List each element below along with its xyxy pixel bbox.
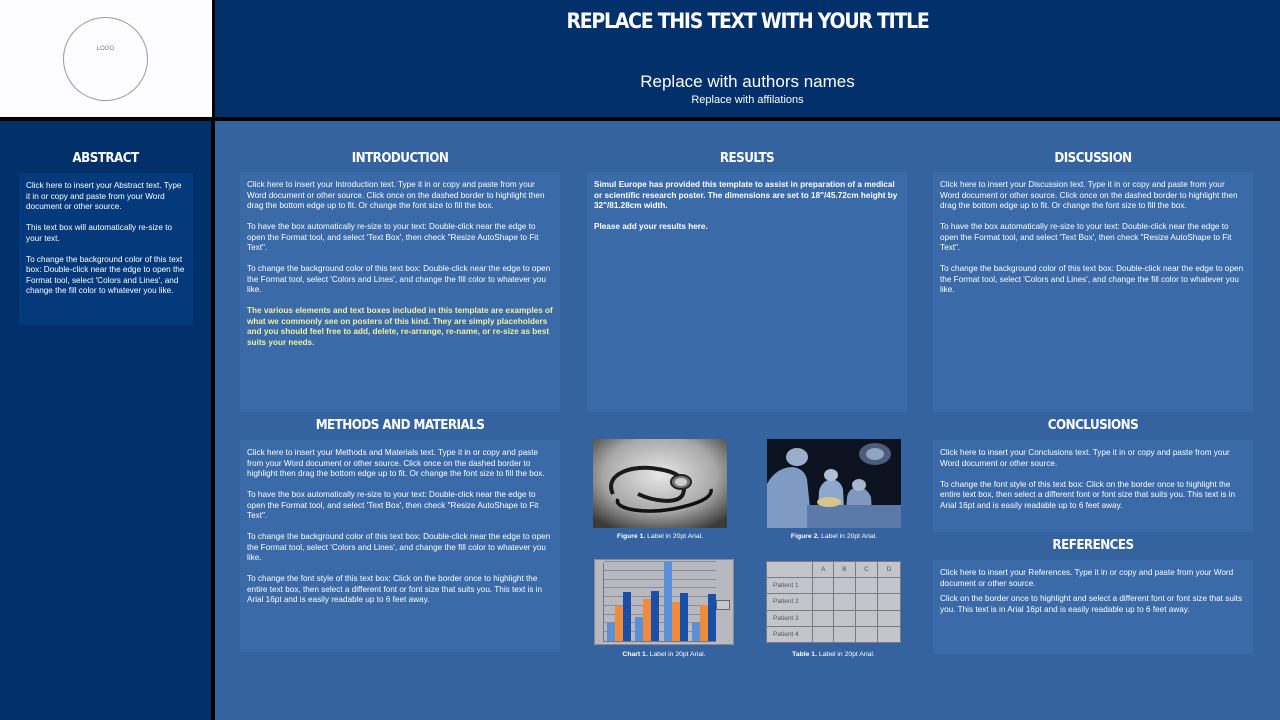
references-heading: REFERENCES (1052, 538, 1134, 553)
table-cell[interactable] (834, 610, 855, 626)
introduction-paragraph: To have the box automatically re-size to your text: Double-click near the edge to open the Format tool, and select 'Text Box', then check "Resize AutoShape to Fit Text". (247, 222, 539, 252)
chart-bar (692, 623, 700, 641)
table-cell[interactable] (813, 626, 834, 642)
table-row (767, 578, 901, 594)
table-cell[interactable] (878, 578, 901, 594)
abstract-paragraph: Click here to insert your Abstract text. Type it in or copy and paste from your Word document or other source. (26, 181, 182, 211)
logo-area[interactable] (0, 0, 212, 117)
table-row-label[interactable]: Patient 3 (767, 610, 813, 626)
results-paragraph: Simul Europe has provided this template to assist in preparation of a medical or scientific research poster. The dimensions are set to 18"/45.72cm height by 32"/81.28cm width. (594, 180, 898, 210)
table-cell[interactable] (813, 578, 834, 594)
chart-bar (623, 592, 631, 641)
discussion-heading: DISCUSSION (1054, 151, 1132, 166)
table-column-header[interactable]: D (878, 562, 901, 578)
chart-gridline (604, 570, 716, 571)
chart-bar (672, 602, 680, 642)
figure-1-caption[interactable] (593, 533, 727, 540)
introduction-paragraph: Click here to insert your Introduction text. Type it in or copy and paste from your Word document or other source. Click once on the dashed border to highlight then drag the bottom edge up to fit. Or change the font size to fill the box. (247, 180, 545, 210)
table-1-label: Table 1. (792, 651, 817, 658)
logo-placeholder-circle (63, 17, 148, 101)
table-cell[interactable] (878, 626, 901, 642)
table-cell[interactable] (813, 610, 834, 626)
results-heading: RESULTS (719, 151, 775, 166)
data-table[interactable] (766, 561, 901, 643)
table-cell[interactable] (855, 626, 878, 642)
chart-bar (635, 617, 643, 641)
table-cell[interactable] (834, 578, 855, 594)
chart-gridline (604, 596, 716, 597)
chart-legend (716, 600, 730, 610)
abstract-textbox[interactable] (19, 173, 193, 325)
discussion-textbox[interactable] (933, 172, 1253, 412)
table-row (767, 594, 901, 610)
table-row (767, 626, 901, 642)
bar-chart[interactable] (594, 559, 734, 645)
methods-heading: METHODS AND MATERIALS (315, 418, 485, 433)
chart-bar (607, 623, 615, 641)
methods-paragraph: To change the background color of this text box: Double-click near the edge to open the Format tool, select 'Colors and Lines', and change the fill color to whatever you like. (247, 532, 551, 562)
chart-gridline (604, 587, 716, 588)
figure-2-caption[interactable] (767, 533, 901, 540)
conclusions-paragraph: Click here to insert your Conclusions text. Type it in or copy and paste from your Word document or other source. (940, 448, 1230, 468)
table-row-label[interactable]: Patient 2 (767, 594, 813, 610)
figure-1-label: Figure 1. (616, 533, 646, 540)
table-1-caption[interactable] (766, 651, 901, 658)
abstract-column (0, 121, 211, 720)
results-textbox[interactable] (587, 172, 907, 412)
results-paragraph: Please add your results here. (594, 222, 708, 231)
abstract-paragraph: This text box will automatically re-size to your text. (26, 223, 173, 243)
references-paragraph: Click here to insert your References. Type it in or copy and paste from your Word document or other source. (940, 568, 1234, 588)
table-cell[interactable] (834, 626, 855, 642)
chart-bar (643, 599, 651, 641)
table-cell[interactable] (878, 610, 901, 626)
introduction-textbox[interactable] (240, 172, 560, 412)
abstract-paragraph: To change the background color of this text box: Double-click near the edge to open the Format tool, select 'Colors and Lines', and change the fill color to whatever you like. (26, 254, 185, 295)
figure-2-caption-text: Label in 20pt Arial. (819, 533, 878, 540)
methods-textbox[interactable] (240, 440, 560, 652)
methods-paragraph: To have the box automatically re-size to your text: Double-click near the edge to open the Format tool, and select 'Text Box', then check "Resize AutoShape to Fit Text". (247, 490, 539, 520)
poster-title[interactable]: REPLACE THIS TEXT WITH YOUR TITLE (566, 9, 929, 33)
figure-1-caption-text: Label in 20pt Arial. (645, 533, 704, 540)
chart-bar (651, 591, 659, 641)
chart-1-caption-text: Label in 20pt Arial. (647, 651, 706, 658)
introduction-note: The various elements and text boxes included in this template are examples of what we commonly see on posters of this kind. They are simply placeholders and you should feel free to add, delete, re-arrange, re-name, or re-size as best suits your needs. (247, 306, 553, 347)
conclusions-textbox[interactable] (933, 440, 1253, 532)
table-column-header[interactable]: B (834, 562, 855, 578)
chart-plot-area (603, 563, 716, 642)
chart-bar (700, 605, 708, 641)
table-corner-cell[interactable] (767, 562, 813, 578)
chart-1-label: Chart 1. (622, 651, 648, 658)
surgery-image (767, 439, 901, 528)
table-column-header[interactable]: A (813, 562, 834, 578)
chart-bar (708, 594, 716, 641)
table-cell[interactable] (878, 594, 901, 610)
affiliations[interactable]: Replace with affilations (691, 94, 804, 106)
table-header-row (767, 562, 901, 578)
references-paragraph: Click on the border once to highlight and select a different font or font size that suits you. This text is in Arial 16pt and is easily readable up to 6 feet away. (940, 594, 1243, 614)
discussion-paragraph: To have the box automatically re-size to your text: Double-click near the edge to open the Format tool, and select 'Text Box', then check "Resize AutoShape to Fit Text". (940, 222, 1232, 252)
table-row (767, 610, 901, 626)
conclusions-paragraph: To change the font style of this text box: Click on the border once to highlight the entire text box, then select a different font or font size that suits you. This text is in Arial 16pt and is easily readable up to 6 feet away. (940, 479, 1236, 510)
stethoscope-image (593, 439, 727, 528)
table-column-header[interactable]: C (855, 562, 878, 578)
chart-1-caption[interactable] (594, 651, 734, 658)
table-1-caption-text: Label in 20pt Arial. (816, 651, 875, 658)
chart-bar (664, 562, 672, 641)
figure-2-label: Figure 2. (790, 533, 820, 540)
abstract-heading: ABSTRACT (72, 151, 139, 166)
chart-gridline (604, 561, 716, 562)
table-cell[interactable] (855, 578, 878, 594)
chart-gridline (604, 579, 716, 580)
table-cell[interactable] (813, 594, 834, 610)
methods-paragraph: Click here to insert your Methods and Materials text. Type it in or copy and paste from your Word document or other source. Click once on the dashed border to highlight then drag the bottom edge up to fit. Or change the font size to fill the box. (247, 448, 545, 478)
logo-label: LOGO (96, 46, 115, 52)
table-row-label[interactable]: Patient 1 (767, 578, 813, 594)
conclusions-heading: CONCLUSIONS (1047, 418, 1139, 433)
table-cell[interactable] (855, 610, 878, 626)
introduction-heading: INTRODUCTION (351, 151, 449, 166)
table-cell[interactable] (855, 594, 878, 610)
chart-bar (615, 606, 623, 641)
figure-1[interactable] (593, 439, 727, 528)
methods-paragraph: To change the font style of this text box: Click on the border once to highlight the entire text box, then select a different font or font size that suits you. This text is in Arial 16pt and is easily readable up to 6 feet away. (247, 574, 543, 604)
introduction-paragraph: To change the background color of this text box: Double-click near the edge to open the Format tool, select 'Colors and Lines', and change the fill color to whatever you like. (247, 264, 551, 294)
table-cell[interactable] (834, 594, 855, 610)
figure-2[interactable] (767, 439, 901, 528)
table-row-label[interactable]: Patient 4 (767, 626, 813, 642)
chart-bar (680, 593, 688, 641)
discussion-paragraph: Click here to insert your Discussion text. Type it in or copy and paste from your Word document or other source. Click once on the dashed border to highlight then drag the bottom edge up to fit. Or change the font size to fill the box. (940, 180, 1238, 210)
references-textbox[interactable] (933, 560, 1253, 654)
authors-names[interactable]: Replace with authors names (640, 72, 855, 91)
discussion-paragraph: To change the background color of this text box: Double-click near the edge to open the Format tool, select 'Colors and Lines', and change the fill color to whatever you like. (940, 264, 1244, 294)
poster-header (215, 0, 1280, 117)
